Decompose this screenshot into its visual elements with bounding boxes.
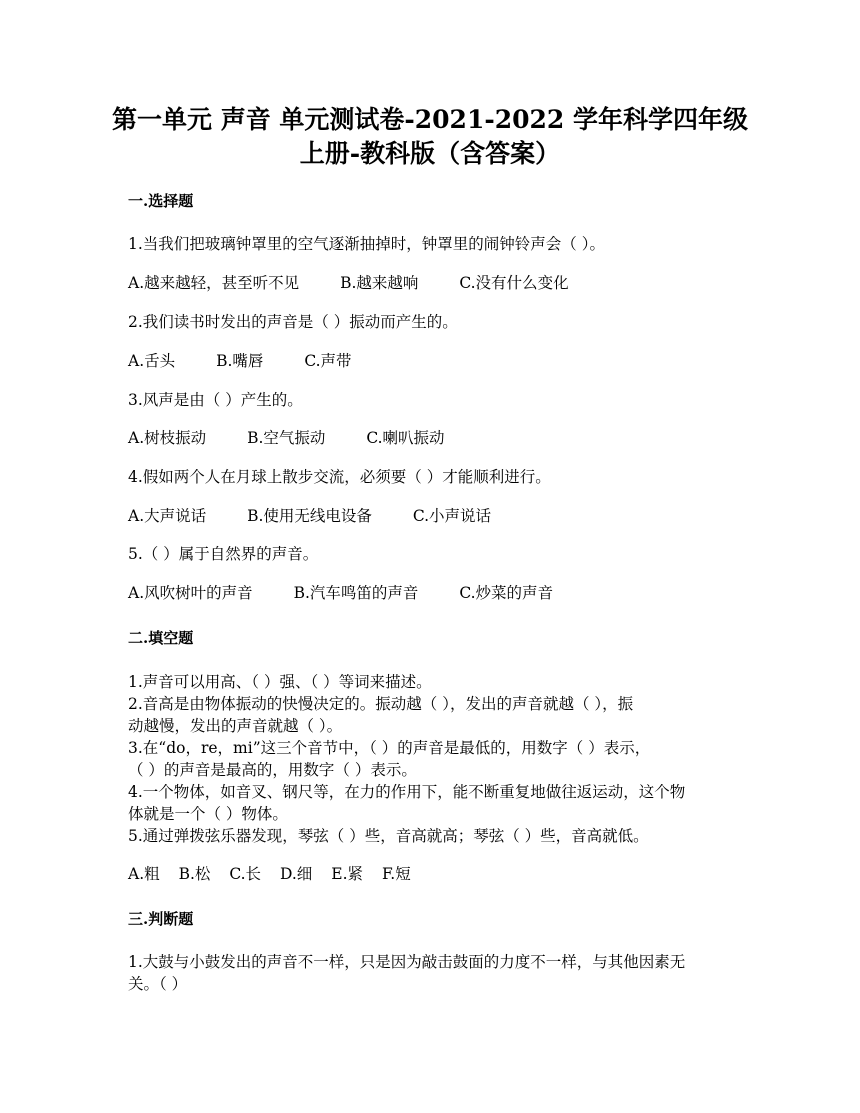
option-a: A.树枝振动 — [128, 429, 207, 447]
question-4-options — [128, 505, 491, 527]
question-5: 5.（ ）属于自然界的声音。 — [128, 545, 319, 563]
section-heading-choice: 一.选择题 — [128, 192, 194, 210]
fill-line-2: 2.音高是由物体振动的快慢决定的。振动越（ ），发出的声音就越（ ），振 — [128, 695, 634, 713]
option-b: B.空气振动 — [247, 429, 326, 447]
question-5-options — [128, 582, 553, 604]
option-b: B.嘴唇 — [216, 352, 264, 370]
option-b: B.越来越响 — [340, 274, 419, 292]
fill-line-7: 体就是一个（ ）物体。 — [128, 805, 288, 823]
option-d: D.细 — [280, 865, 313, 883]
question-4: 4.假如两个人在月球上散步交流，必须要（ ）才能顺利进行。 — [128, 468, 551, 486]
question-2-options — [128, 350, 352, 372]
option-a: A.大声说话 — [128, 507, 207, 525]
fill-line-5: （ ）的声音是最高的，用数字（ ）表示。 — [128, 761, 417, 779]
document-title-line-2: 上册-教科版（含答案） — [299, 139, 561, 168]
option-a: A.舌头 — [128, 352, 176, 370]
fill-line-8: 5.通过弹拨弦乐器发现，琴弦（ ）些，音高就高；琴弦（ ）些，音高就低。 — [128, 827, 649, 845]
option-a: A.越来越轻，甚至听不见 — [128, 274, 300, 292]
section-heading-fill: 二.填空题 — [128, 629, 194, 647]
option-c: C.没有什么变化 — [459, 274, 569, 292]
judge-line-2: 关。（ ） — [128, 975, 188, 993]
fill-line-1: 1.声音可以用高、（ ）强、（ ）等词来描述。 — [128, 673, 432, 691]
option-b: B.使用无线电设备 — [247, 507, 372, 525]
option-c: C.喇叭振动 — [366, 429, 445, 447]
option-c: C.长 — [229, 865, 262, 883]
option-e: E.紧 — [331, 865, 363, 883]
option-a: A.粗 — [128, 865, 160, 883]
option-b: B.汽车鸣笛的声音 — [293, 584, 419, 602]
section-heading-judge: 三.判断题 — [128, 910, 194, 928]
option-c: C.炒菜的声音 — [459, 584, 554, 602]
question-1: 1.当我们把玻璃钟罩里的空气逐渐抽掉时，钟罩里的闹钟铃声会（ ）。 — [128, 235, 605, 253]
option-c: C.小声说话 — [412, 507, 492, 525]
fill-options — [128, 863, 411, 885]
fill-line-4: 3.在“do，re，mi”这三个音节中，（ ）的声音是最低的，用数字（ ）表示， — [128, 739, 651, 757]
judge-line-1: 1.大鼓与小鼓发出的声音不一样，只是因为敲击鼓面的力度不一样，与其他因素无 — [128, 953, 686, 971]
option-a: A.风吹树叶的声音 — [128, 584, 253, 602]
question-2: 2.我们读书时发出的声音是（ ）振动而产生的。 — [128, 313, 458, 331]
question-1-options — [128, 272, 569, 294]
document-title-line-1: 第一单元 声音 单元测试卷-2021-2022 学年科学四年级 — [111, 105, 749, 134]
fill-line-6: 4.一个物体，如音叉、钢尺等，在力的作用下，能不断重复地做往返运动，这个物 — [128, 783, 686, 801]
question-3-options — [128, 427, 445, 449]
question-3: 3.风声是由（ ）产生的。 — [128, 391, 303, 409]
option-f: F.短 — [381, 865, 411, 883]
option-b: B.松 — [178, 865, 211, 883]
option-c: C.声带 — [304, 352, 352, 370]
fill-line-3: 动越慢，发出的声音就越（ ）。 — [128, 717, 343, 735]
